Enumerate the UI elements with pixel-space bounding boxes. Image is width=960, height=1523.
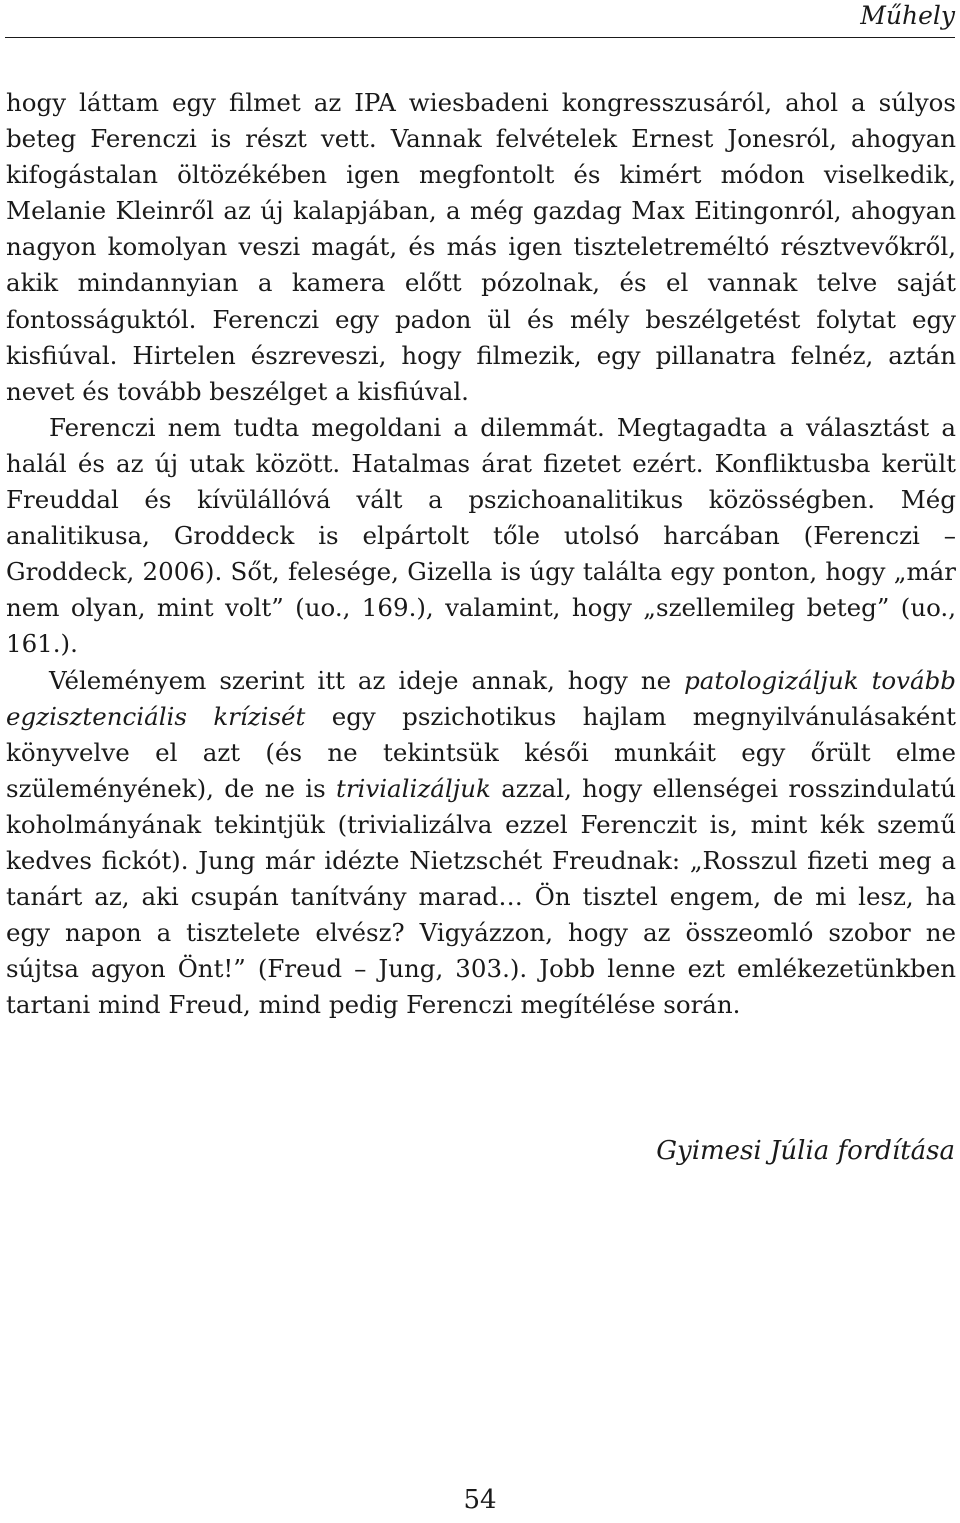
page-number: 54 [463, 1485, 497, 1515]
header-rule [5, 37, 955, 38]
paragraph-text: azzal, hogy ellenségei rosszindulatú koholmányának tekintjük (trivializálva ezzel Ferenczit is, mint kék szemű kedves fickót). Jung már idézte Nietzschét Freudnak: „Rosszul fizeti meg a tanárt az, aki csupán tanítvány marad… Ön tisztel engem, de mi lesz, ha egy napon a tisztelete elvész? Vigyázzon, hogy az összeomló szobor ne sújtsa agyon Önt!” (Freud – Jung, 303.). Jobb lenne ezt emlékezetünkben tartani mind Freud, mind pedig Ferenczi megítélése során. [6, 773, 957, 1020]
paragraph-text: Véleményem szerint itt az ideje annak, hogy ne [49, 665, 685, 695]
body-text [6, 85, 956, 1023]
paragraph-film-description [6, 85, 956, 410]
paragraph-text: hogy láttam egy filmet az IPA wiesbadeni kongresszusáról, ahol a súlyos beteg Ferenczi is részt vett. Vannak felvételek Ernest Jonesról, ahogyan kifogástalan öltözékében igen megfontolt és kimért módon viselkedik, Melanie Kleinről az új kalapjában, a még gazdag Max Eitingonról, ahogyan nagyon komolyan veszi magát, és más igen tiszteletreméltó résztvevőkről, akik mindannyian a kamera előtt pózolnak, és el vannak telve saját fontosságuktól. Ferenczi egy padon ül és mély beszélgetést folytat egy kisfiúval. Hirtelen észreveszi, hogy filmezik, egy pillanatra felnéz, aztán nevet és tovább beszélget a kisfiúval. [6, 88, 956, 406]
paragraph-dilemma [6, 410, 956, 663]
running-head-title: Műhely [860, 1, 955, 30]
paragraph-text: egy pszichotikus hajlam megnyilvánulásaként könyvelve el azt (és ne tekintsük késői munkáit egy őrült elme szüleményének), de ne is [6, 701, 957, 803]
running-head [0, 0, 960, 40]
emphasis-text: trivializáljuk [335, 773, 491, 803]
paragraph-opinion [6, 663, 956, 1024]
emphasis-text: patologizáljuk tovább egzisztenciális krízisét [6, 665, 956, 731]
paragraph-text: Ferenczi nem tudta megoldani a dilemmát. Megtagadta a választást a halál és az új utak között. Hatalmas árat fizetet ezért. Konfliktusba került Freuddal és kívülállóvá vált a pszichoanalitikus közösségben. Még analitikusa, Groddeck is elpártolt tőle utolsó harcában (Ferenczi – Groddeck, 2006). Sőt, felesége, Gizella is úgy találta egy ponton, hogy „már nem olyan, mint volt” (uo., 169.), valamint, hogy „szellemileg beteg” (uo., 161.). [6, 412, 956, 659]
translator-credit: Gyimesi Júlia fordítása [656, 1136, 955, 1166]
